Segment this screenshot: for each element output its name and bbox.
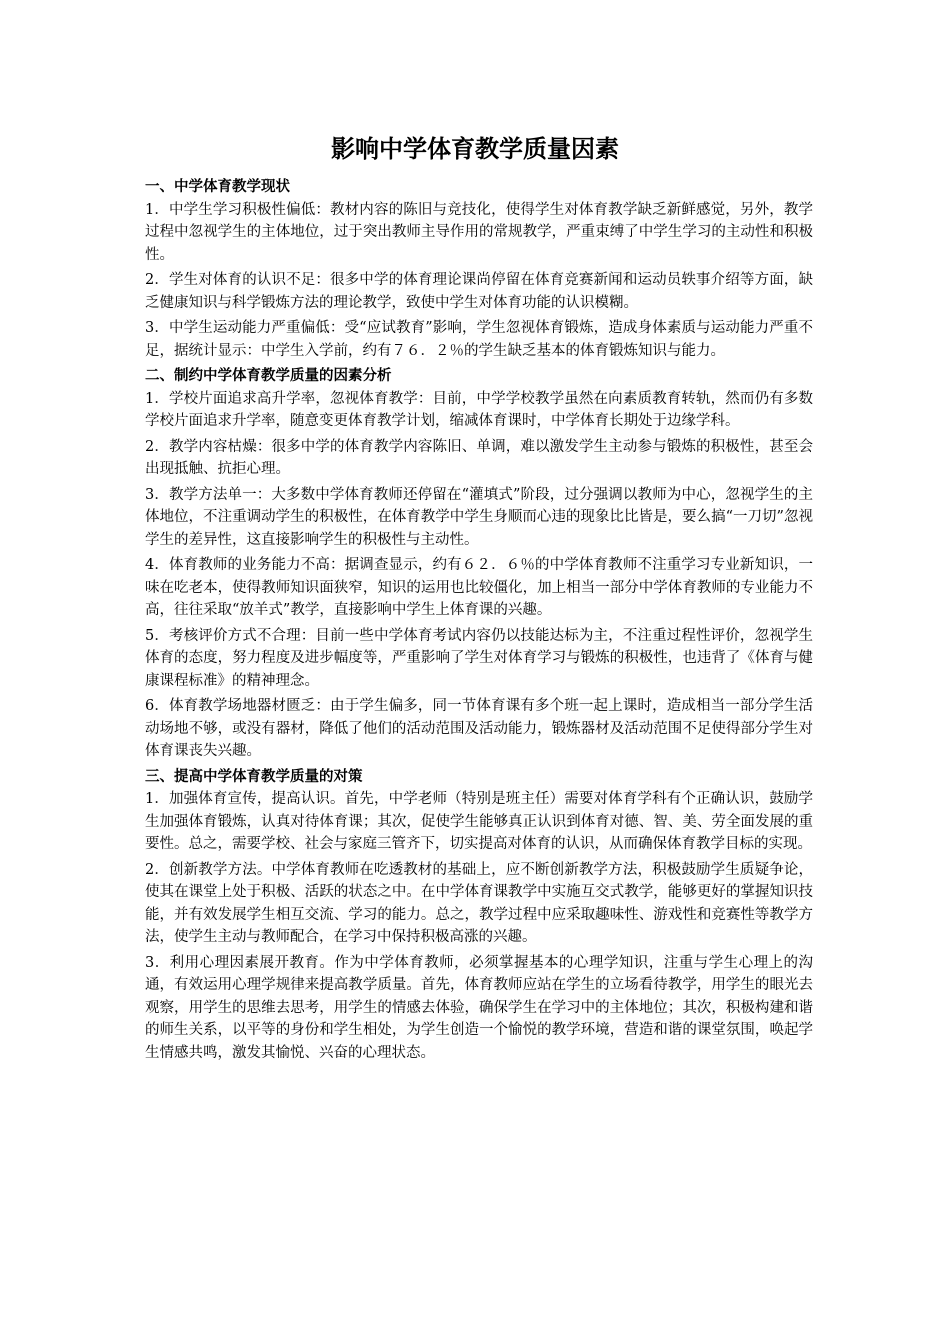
section-heading: 三、提高中学体育教学质量的对策 (145, 768, 363, 785)
paragraph: 2．教学内容枯燥：很多中学的体育教学内容陈旧、单调，难以激发学生主动参与锻炼的积极性，甚至会出现抵触、抗拒心理。 (145, 438, 813, 477)
paragraph: 2．创新教学方法。中学体育教师在吃透教材的基础上，应不断创新教学方法，积极鼓励学生质疑争论，使其在课堂上处于积极、活跃的状态之中。在中学体育课教学中实施互交式教学，能够更好的掌握知识技能，并有效发展学生相互交流、学习的能力。总之，教学过程中应采取趣味性、游戏性和竞赛性等教学方法，使学生主动与教师配合，在学习中保持积极高涨的兴趣。 (145, 861, 813, 945)
paragraph: 3．教学方法单一：大多数中学体育教师还停留在“灌填式”阶段，过分强调以教师为中心，忽视学生的主体地位，不注重调动学生的积极性，在体育教学中学生身顺而心违的现象比比皆是，要么搞“一刀切”忽视学生的差异性，这直接影响学生的积极性与主动性。 (145, 486, 813, 548)
section-strategies (145, 766, 813, 1065)
section-status (145, 176, 813, 362)
paragraph: 3．中学生运动能力严重偏低：受“应试教育”影响，学生忽视体育锻炼，造成身体素质与运动能力严重不足，据统计显示：中学生入学前，约有７６．２％的学生缺乏基本的体育锻炼知识与能力。 (145, 320, 813, 359)
document-body (145, 176, 813, 1067)
paragraph: 1．加强体育宣传，提高认识。首先，中学老师（特别是班主任）需要对体育学科有个正确认识，鼓励学生加强体育锻炼，认真对待体育课；其次，促使学生能够真正认识到体育对德、智、美、劳全面发展的重要性。总之，需要学校、社会与家庭三管齐下，切实提高对体育的认识，从而确保体育教学目标的实现。 (145, 791, 813, 852)
section-heading: 二、制约中学体育教学质量的因素分析 (145, 368, 392, 384)
page-title: 影响中学体育教学质量因素 (331, 135, 619, 163)
paragraph: 3．利用心理因素展开教育。作为中学体育教师，必须掌握基本的心理学知识，注重与学生心理上的沟通，有效运用心理学规律来提高教学质量。首先，体育教师应站在学生的立场看待教学，用学生的眼光去观察，用学生的思维去思考，用学生的情感去体验，确保学生在学习中的主体地位；其次，积极构建和谐的师生关系，以平等的身份和学生相处，为学生创造一个愉悦的教学环境，营造和谐的课堂氛围，唤起学生情感共鸣，激发其愉悦、兴奋的心理状态。 (145, 954, 813, 1061)
paragraph: 6．体育教学场地器材匮乏：由于学生偏多，同一节体育课有多个班一起上课时，造成相当一部分学生活动场地不够，或没有器材，降低了他们的活动范围及活动能力，锻炼器材及活动范围不足使得部分学生对体育课丧失兴趣。 (145, 698, 813, 759)
paragraph: 4．体育教师的业务能力不高：据调查显示，约有６２．６％的中学体育教师不注重学习专业新知识，一味在吃老本，使得教师知识面狭窄，知识的运用也比较僵化，加上相当一部分中学体育教师的专业能力不高，往往采取“放羊式”教学，直接影响中学生上体育课的兴趣。 (145, 557, 813, 618)
paragraph: 1．学校片面追求高升学率，忽视体育教学：目前，中学学校教学虽然在向素质教育转轨，然而仍有多数学校片面追求升学率，随意变更体育教学计划，缩减体育课时，中学体育长期处于边缘学科。 (145, 390, 813, 429)
section-factors (145, 365, 813, 763)
section-heading: 一、中学体育教学现状 (145, 179, 290, 195)
paragraph: 2．学生对体育的认识不足：很多中学的体育理论课尚停留在体育竞赛新闻和运动员轶事介绍等方面，缺乏健康知识与科学锻炼方法的理论教学，致使中学生对体育功能的认识模糊。 (145, 272, 813, 311)
paragraph: 1．中学生学习积极性偏低：教材内容的陈旧与竞技化，使得学生对体育教学缺乏新鲜感觉，另外，教学过程中忽视学生的主体地位，过于突出教师主导作用的常规教学，严重束缚了中学生学习的主动性和积极性。 (145, 201, 813, 263)
paragraph: 5．考核评价方式不合理：目前一些中学体育考试内容仍以技能达标为主，不注重过程性评价，忽视学生体育的态度，努力程度及进步幅度等，严重影响了学生对体育学习与锻炼的积极性，也违背了《体育与健康课程标准》的精神理念。 (145, 627, 813, 689)
